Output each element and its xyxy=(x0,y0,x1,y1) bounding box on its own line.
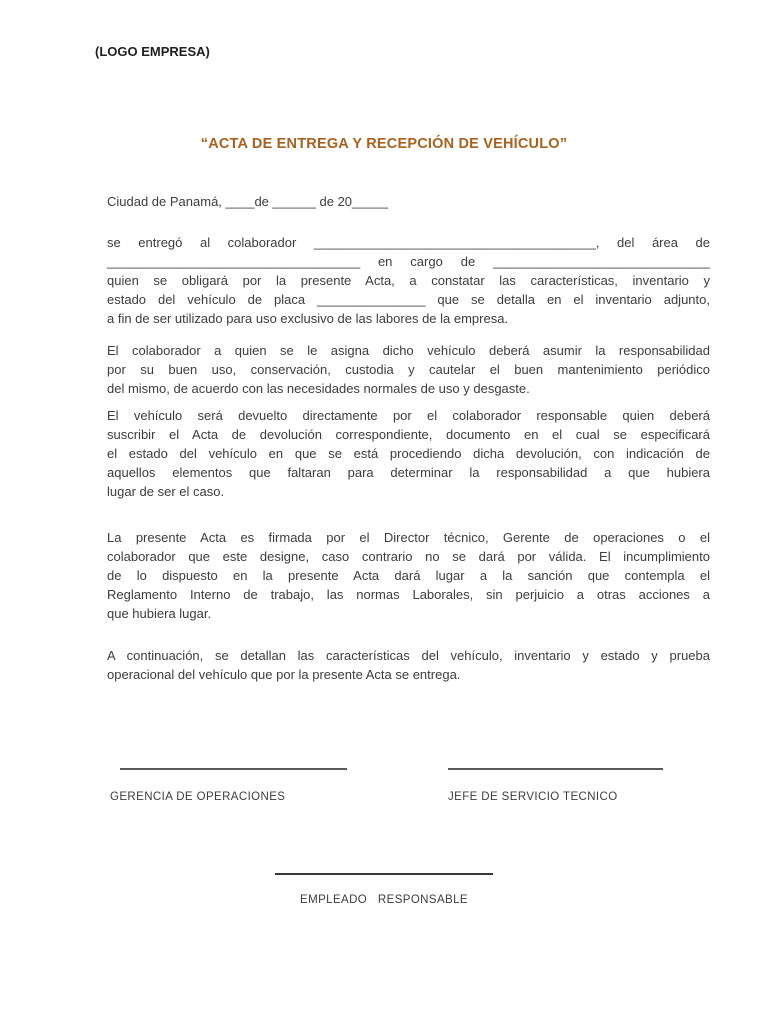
signature-label-empleado: EMPLEADO RESPONSABLE xyxy=(300,894,468,906)
paragraph-line: lugar de ser el caso. xyxy=(107,484,225,499)
document-body xyxy=(107,233,710,684)
paragraph-line: A continuación, se detallan las características del vehículo, inventario y estado y prueba xyxy=(107,648,710,663)
paragraph-line: El vehículo será devuelto directamente por el colaborador responsable quien deberá xyxy=(107,408,710,423)
paragraph-line: de lo dispuesto en la presente Acta dará lugar a la sanción que contempla el xyxy=(107,568,710,583)
signature-label-gerencia: GERENCIA DE OPERACIONES xyxy=(110,791,286,803)
paragraph-line: se entregó al colaborador _______________________________________, del área de xyxy=(107,235,710,250)
signature-line-jefe xyxy=(448,768,663,770)
paragraph-line: el estado del vehículo en que se está procediendo dicha devolución, con indicación de xyxy=(107,446,710,461)
body-paragraph xyxy=(107,341,710,398)
paragraph-line: estado del vehículo de placa _______________ que se detalla en el inventario adjunto, xyxy=(107,292,710,307)
paragraph-line: El colaborador a quien se le asigna dicho vehículo deberá asumir la responsabilidad xyxy=(107,343,710,358)
company-logo-placeholder: (LOGO EMPRESA) xyxy=(95,44,210,59)
paragraph-line: quien se obligará por la presente Acta, a constatar las características, inventario y xyxy=(107,273,710,288)
paragraph-line: colaborador que este designe, caso contrario no se dará por válida. El incumplimiento xyxy=(107,549,710,564)
paragraph-line: operacional del vehículo que por la presente Acta se entrega. xyxy=(107,667,461,682)
date-line: Ciudad de Panamá, ____de ______ de 20_____ xyxy=(107,194,389,209)
document-content xyxy=(107,192,710,684)
body-paragraph xyxy=(107,646,710,684)
paragraph-line: a fin de ser utilizado para uso exclusivo de las labores de la empresa. xyxy=(107,311,509,326)
paragraph-line: ___________________________________ en cargo de ______________________________ xyxy=(107,254,710,269)
body-paragraph xyxy=(107,233,710,328)
paragraph-line: aquellos elementos que faltaran para determinar la responsabilidad a que hubiera xyxy=(107,465,710,480)
body-paragraph xyxy=(107,406,710,501)
paragraph-line: suscribir el Acta de devolución correspondiente, documento en el cual se especificará xyxy=(107,427,710,442)
paragraph-line: del mismo, de acuerdo con las necesidades normales de uso y desgaste. xyxy=(107,381,530,396)
signature-label-jefe: JEFE DE SERVICIO TECNICO xyxy=(448,791,618,803)
paragraph-line: Reglamento Interno de trabajo, las normas Laborales, sin perjuicio a otras acciones a xyxy=(107,587,710,602)
paragraph-line: La presente Acta es firmada por el Director técnico, Gerente de operaciones o el xyxy=(107,530,710,545)
paragraph-line: por su buen uso, conservación, custodia y cautelar el buen mantenimiento periódico xyxy=(107,362,710,377)
signature-line-gerencia xyxy=(120,768,347,770)
paragraph-line: que hubiera lugar. xyxy=(107,606,212,621)
document-title: “ACTA DE ENTREGA Y RECEPCIÓN DE VEHÍCULO” xyxy=(200,136,568,152)
body-paragraph xyxy=(107,528,710,623)
signature-line-empleado xyxy=(275,873,493,875)
